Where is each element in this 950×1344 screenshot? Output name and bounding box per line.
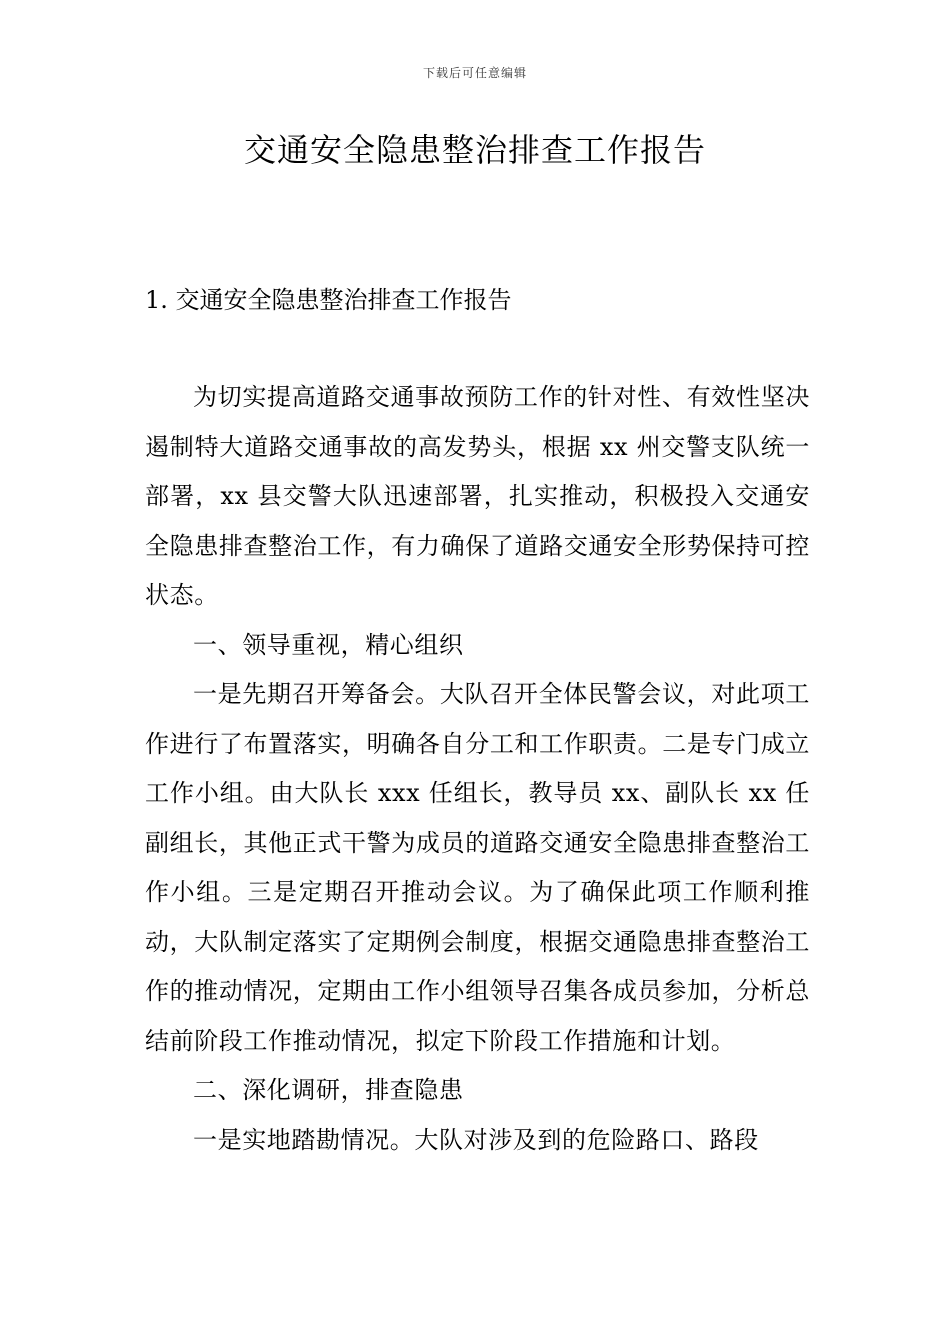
- paragraph-organization: 一是先期召开筹备会。大队召开全体民警会议，对此项工作进行了布置落实，明确各自分工和工作职责。二是专门成立工作小组。由大队长 xxx 任组长，教导员 xx、副队长 xx 任副组长，其他正式干警为成员的道路交通安全隐患排查整治工作小组。三是定期召开推动会议。为了确保此项工作顺利推动，大队制定落实了定期例会制度，根据交通隐患排查整治工作的推动情况，定期由工作小组领导召集各成员参加，分析总结前阶段工作推动情况，拟定下阶段工作措施和计划。: [145, 680, 810, 1055]
- subheading-leadership: 一、领导重视，精心组织: [193, 630, 464, 659]
- section-heading: 1. 交通安全隐患整治排查工作报告: [145, 286, 512, 314]
- header-note: 下载后可任意编辑: [422, 66, 527, 80]
- paragraph-site-survey: 一是实地踏勘情况。大队对涉及到的危险路口、路段: [193, 1125, 759, 1154]
- paragraph-intro: 为切实提高道路交通事故预防工作的针对性、有效性坚决遏制特大道路交通事故的高发势头，根据 xx 州交警支队统一部署，xx 县交警大队迅速部署，扎实推动，积极投入交通安全隐患排查整治工作，有力确保了道路交通安全形势保持可控状态。: [145, 383, 810, 609]
- document-title: 交通安全隐患整治排查工作报告: [243, 131, 706, 169]
- subheading-investigation: 二、深化调研，排查隐患: [193, 1076, 464, 1104]
- body-text: [145, 373, 810, 1165]
